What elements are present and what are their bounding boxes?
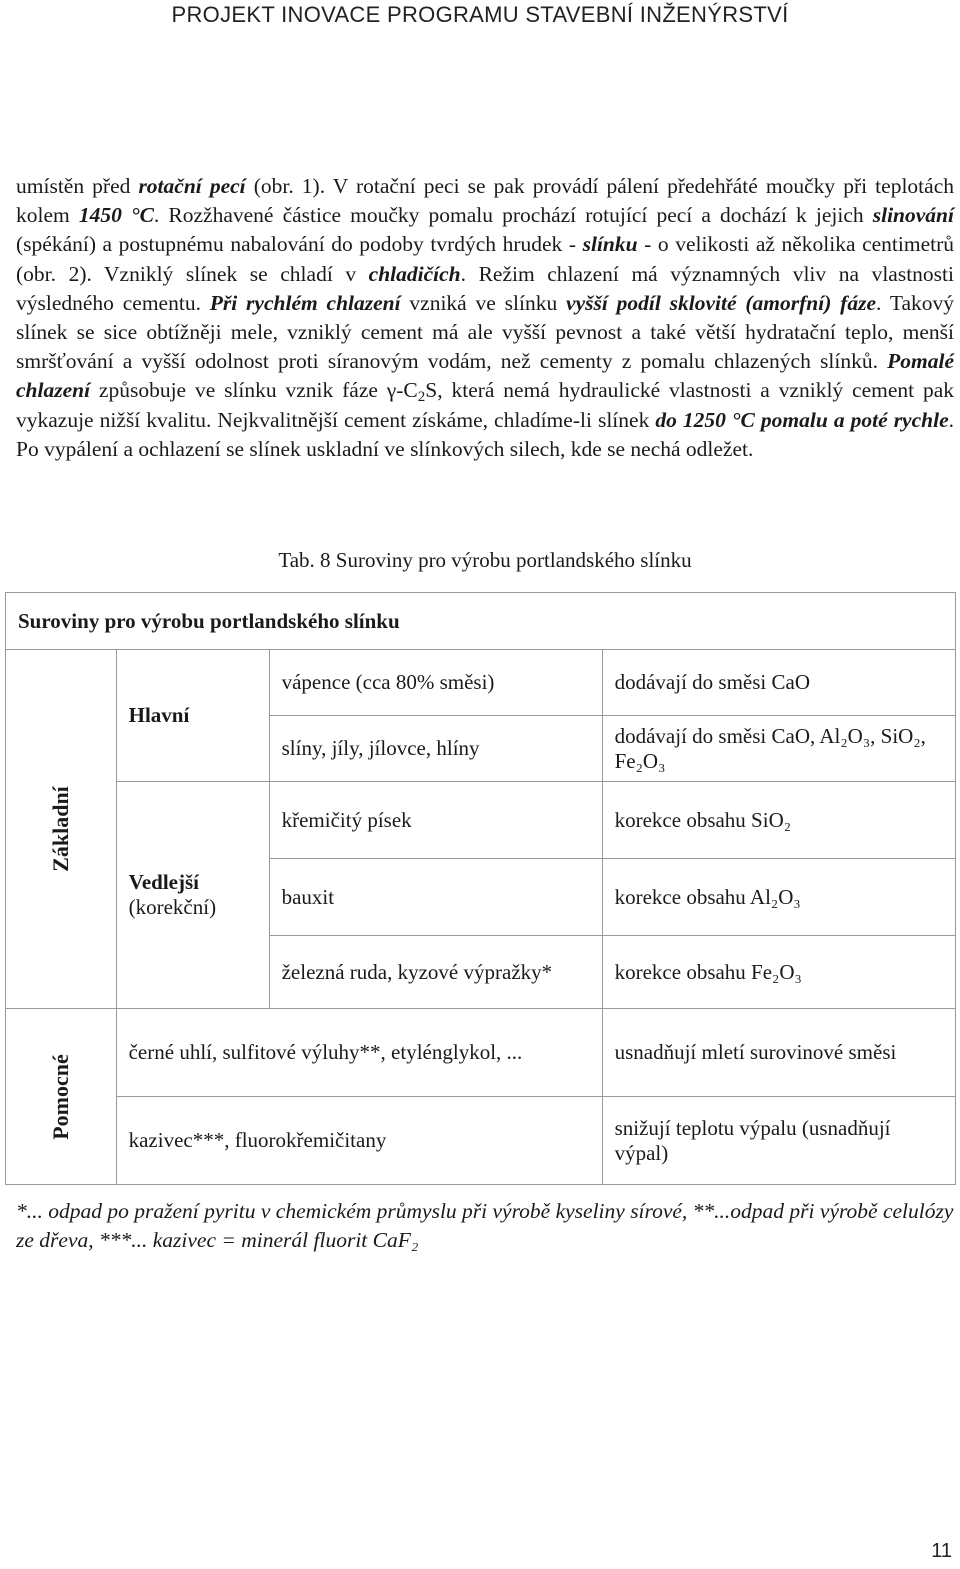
raw-materials-table <box>5 592 956 1185</box>
use-cell: korekce obsahu Al₂O₃ <box>602 859 955 936</box>
material-cell: černé uhlí, sulfitové výluhy**, etylénglykol, ... <box>116 1009 602 1097</box>
material-cell: železná ruda, kyzové výpražky* <box>269 936 602 1009</box>
group-hlavni: Hlavní <box>116 650 269 782</box>
material-cell: bauxit <box>269 859 602 936</box>
use-cell: usnadňují mletí surovinové směsi <box>602 1009 955 1097</box>
group-vedlejsi: Vedlejší (korekční) <box>116 782 269 1009</box>
body-paragraph: umístěn před rotační pecí (obr. 1). V rotační peci se pak provádí pálení předehřáté moučky při teplotách kolem 1450 °C. Rozžhavené částice moučky pomalu prochází rotující pecí a dochází k jejich slinování (spékání) a postupnému nabalování do podoby tvrdých hrudek - slínku - o velikosti až několika centimetrů (obr. 2). Vzniklý slínek se chladí v chladičích. Režim chlazení má významných vliv na vlastnosti výsledného cementu. Při rychlém chlazení vzniká ve slínku vyšší podíl sklovité (amorfní) fáze. Takový slínek se sice obtížněji mele, vzniklý cement má ale vyšší pevnost a také větší hydratační teplo, menší smršťování a vyšší odolnost proti síranovým vodám, než cementy z pomalu chlazených slínků. Pomalé chlazení způsobuje ve slínku vznik fáze $\gamma-C_2S$, která nemá hydraulické vlastnosti a vzniklý cement pak vykazuje nižší kvalitu. Nejkvalitnější cement získáme, chladíme-li slínek do 1250 °C pomalu a poté rychle. Po vypálení a ochlazení se slínek uskladní ve slínkových silech, kde se nechá odležet. <box>16 174 954 461</box>
table-title: Suroviny pro výrobu portlandského slínku <box>6 593 956 650</box>
page-number: 11 <box>931 1540 952 1562</box>
use-cell: snižují teplotu výpalu (usnadňují výpal) <box>602 1097 955 1185</box>
table-caption: Tab. 8 Suroviny pro výrobu portlandského slínku <box>278 548 692 572</box>
material-cell: slíny, jíly, jílovce, hlíny <box>269 716 602 782</box>
footnotes: *... odpad po pražení pyritu v chemickém průmyslu při výrobě kyseliny sírové, **...odpad při výrobě celulózy ze dřeva, ***... kazivec = minerál fluorit CaF₂ <box>16 1199 954 1252</box>
material-cell: kazivec***, fluorokřemičitany <box>116 1097 602 1185</box>
side-label-pomocne: Pomocné <box>6 1009 117 1185</box>
material-cell: křemičitý písek <box>269 782 602 859</box>
page-header: PROJEKT INOVACE PROGRAMU STAVEBNÍ INŽENÝRSTVÍ <box>171 2 789 27</box>
use-cell: dodávají do směsi CaO <box>602 650 955 716</box>
use-cell: korekce obsahu Fe₂O₃ <box>602 936 955 1009</box>
material-cell: vápence (cca 80% směsi) <box>269 650 602 716</box>
use-cell: korekce obsahu SiO₂ <box>602 782 955 859</box>
use-cell: dodávají do směsi CaO, Al₂O₃, SiO₂, Fe₂O₃ <box>602 716 955 782</box>
side-label-zakladni: Základní <box>6 650 117 1009</box>
